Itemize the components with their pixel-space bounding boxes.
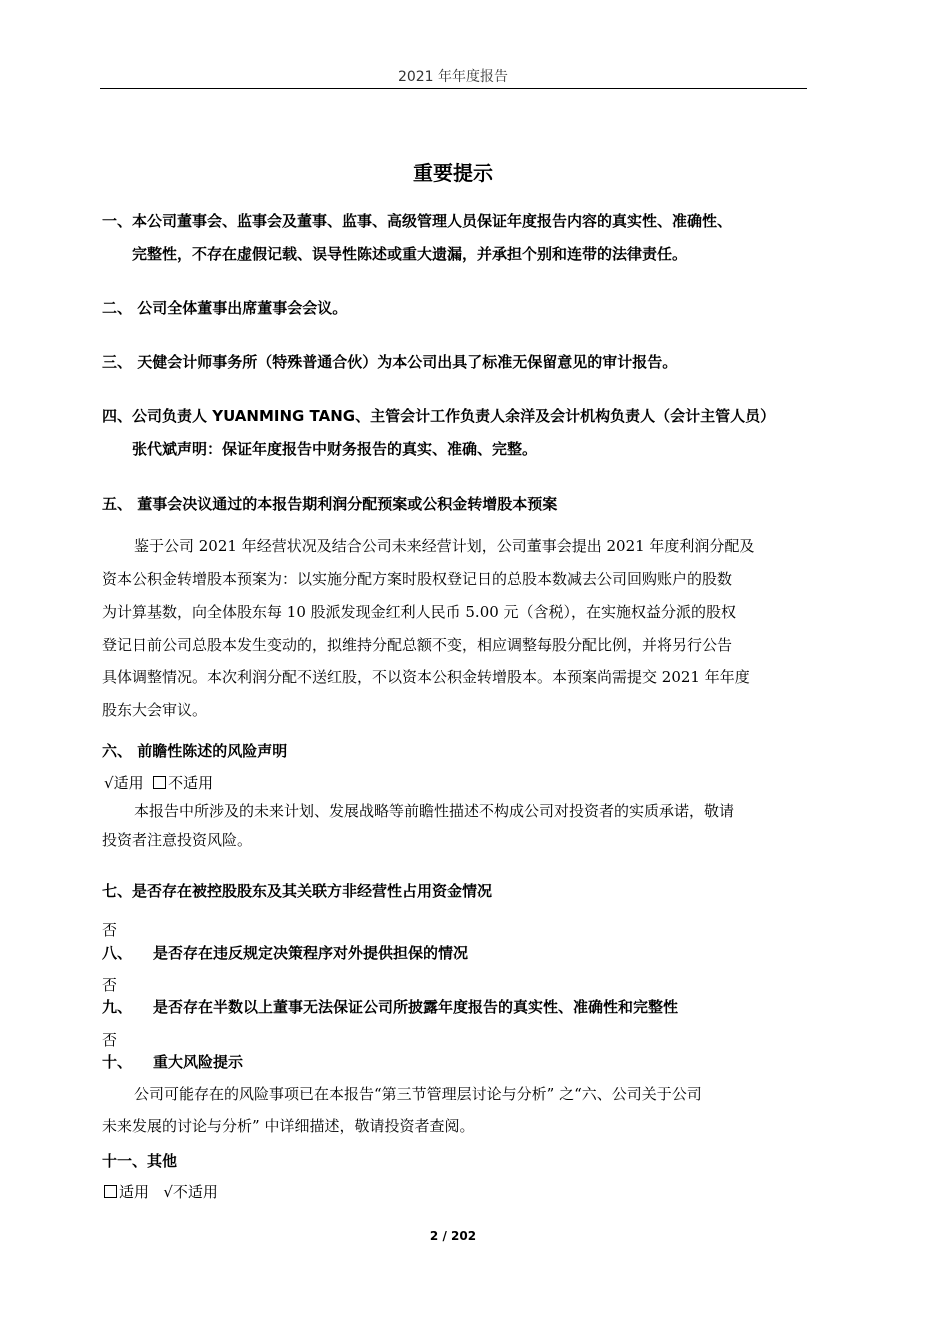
section-10-label: 十、	[102, 1053, 133, 1071]
section-6-applicability	[104, 772, 213, 794]
section-4-line-2: 张代斌声明：保证年度报告中财务报告的真实、准确、完整。	[132, 440, 538, 458]
section-8-label: 八、	[102, 944, 133, 962]
section-7-answer: 否	[102, 921, 118, 939]
section-5-para-line: 鉴于公司 2021 年经营状况及结合公司未来经营计划，公司董事会提出 2021 年度利润分配及	[134, 537, 755, 555]
section-1-line-1: 一、本公司董事会、监事会及董事、监事、高级管理人员保证年度报告内容的真实性、准确性、	[102, 212, 733, 230]
applicable-label: 适用	[119, 1183, 150, 1201]
section-1-line-2: 完整性，不存在虚假记载、误导性陈述或重大遗漏，并承担个别和连带的法律责任。	[132, 245, 688, 263]
page-title: 重要提示	[413, 161, 493, 185]
section-5-para-line: 资本公积金转增股本预案为：以实施分配方案时股权登记日的总股本数减去公司回购账户的股数	[102, 570, 733, 588]
section-6-para-line: 投资者注意投资风险。	[102, 831, 253, 849]
header-rule	[100, 88, 807, 89]
section-2: 二、 公司全体董事出席董事会会议。	[102, 299, 348, 317]
section-9-label: 九、	[102, 998, 133, 1016]
section-11-heading: 十一、其他	[102, 1152, 178, 1170]
section-10-para-line: 未来发展的讨论与分析” 中详细描述，敬请投资者查阅。	[102, 1117, 475, 1135]
empty-checkbox-icon	[104, 1185, 117, 1198]
section-5-para-line: 具体调整情况。本次利润分配不送红股，不以资本公积金转增股本。本预案尚需提交 2021 年年度	[102, 668, 750, 686]
check-mark-icon: √	[104, 774, 114, 792]
applicable-label: 适用	[113, 774, 144, 792]
section-6-heading: 六、 前瞻性陈述的风险声明	[102, 742, 288, 760]
not-applicable-label: 不适用	[168, 774, 214, 792]
running-header: 2021 年年度报告	[397, 69, 509, 85]
section-3: 三、 天健会计师事务所（特殊普通合伙）为本公司出具了标准无保留意见的审计报告。	[102, 353, 678, 371]
section-7-heading: 七、是否存在被控股股东及其关联方非经营性占用资金情况	[102, 882, 493, 900]
section-6-para-line: 本报告中所涉及的未来计划、发展战略等前瞻性描述不构成公司对投资者的实质承诺，敬请	[134, 802, 735, 820]
empty-checkbox-icon	[153, 776, 166, 789]
section-4-line-1: 四、公司负责人 YUANMING TANG、主管会计工作负责人余洋及会计机构负责人（会计主管人员）	[102, 407, 776, 425]
section-10-heading: 重大风险提示	[153, 1053, 244, 1071]
section-5-heading: 五、 董事会决议通过的本报告期利润分配预案或公积金转增股本预案	[102, 495, 558, 513]
section-5-para-line: 登记日前公司总股本发生变动的，拟维持分配总额不变，相应调整每股分配比例，并将另行公告	[102, 636, 733, 654]
section-10-para-line: 公司可能存在的风险事项已在本报告“第三节管理层讨论与分析” 之“六、公司关于公司	[134, 1085, 702, 1103]
section-8-answer: 否	[102, 976, 118, 994]
not-applicable-label: 不适用	[172, 1183, 218, 1201]
section-5-para-line: 股东大会审议。	[102, 701, 208, 719]
section-9-answer: 否	[102, 1031, 118, 1049]
section-9-heading: 是否存在半数以上董事无法保证公司所披露年度报告的真实性、准确性和完整性	[153, 998, 679, 1016]
section-8-heading: 是否存在违反规定决策程序对外提供担保的情况	[153, 944, 469, 962]
section-11-applicability	[104, 1181, 218, 1203]
check-mark-icon: √	[163, 1183, 173, 1201]
section-5-para-line: 为计算基数，向全体股东每 10 股派发现金红利人民币 5.00 元（含税），在实施权益分派的股权	[102, 603, 737, 621]
page-number: 2 / 202	[429, 1229, 477, 1243]
